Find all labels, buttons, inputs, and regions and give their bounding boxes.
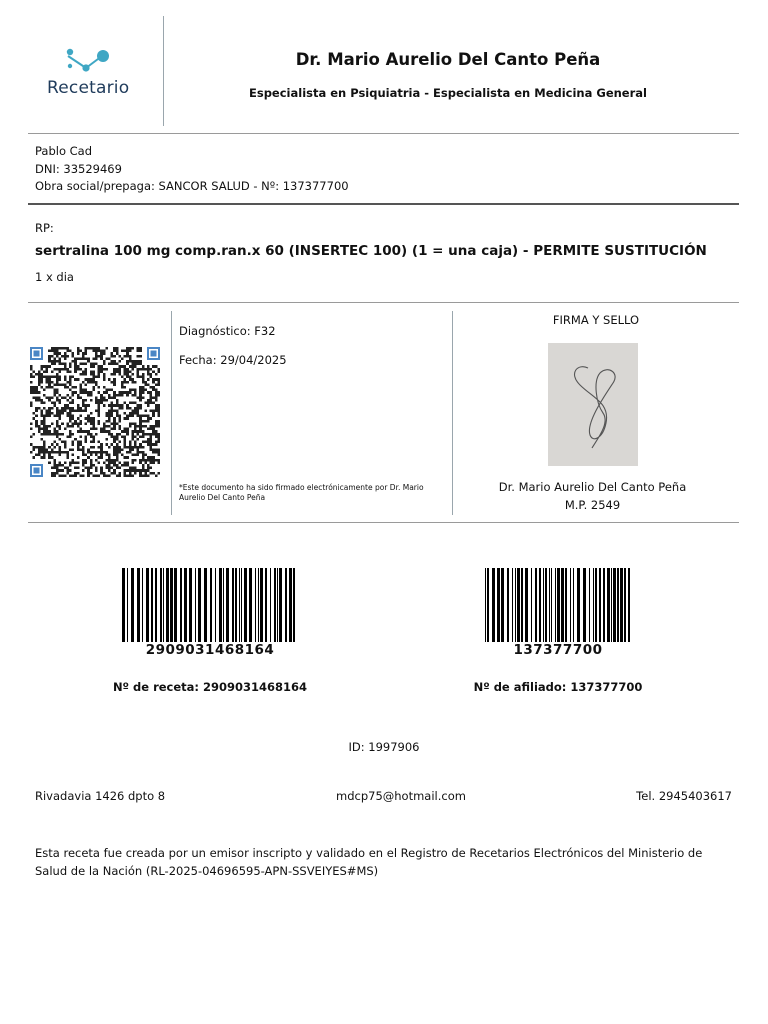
barcode-bar bbox=[521, 568, 523, 642]
barcode-bar bbox=[593, 568, 594, 642]
patient-dni: DNI: 33529469 bbox=[35, 162, 122, 176]
barcode-bar bbox=[599, 568, 601, 642]
logo-text: Recetario bbox=[47, 78, 130, 98]
barcode-bar bbox=[166, 568, 169, 642]
barcode-bar bbox=[617, 568, 619, 642]
barcode-bar bbox=[226, 568, 229, 642]
barcode-bar bbox=[551, 568, 552, 642]
dosage: 1 x dia bbox=[35, 270, 74, 284]
barcode-bar bbox=[277, 568, 278, 642]
doctor-name: Dr. Mario Aurelio Del Canto Peña bbox=[295, 50, 601, 69]
barcode-bar bbox=[122, 568, 125, 642]
barcode-bar bbox=[501, 568, 504, 642]
barcode-bar bbox=[155, 568, 157, 642]
document-id: ID: 1997906 bbox=[348, 740, 420, 754]
barcode-bar bbox=[210, 568, 212, 642]
barcode-bar bbox=[265, 568, 267, 642]
divider bbox=[28, 203, 739, 205]
barcode-bar bbox=[535, 568, 537, 642]
barcode-bar bbox=[620, 568, 623, 642]
barcode-bar bbox=[497, 568, 500, 642]
affiliate-barcode-number: 137377700 bbox=[513, 642, 603, 658]
barcode-bar bbox=[184, 568, 187, 642]
barcode-bar bbox=[239, 568, 240, 642]
barcode-bar bbox=[607, 568, 610, 642]
signature-title: FIRMA Y SELLO bbox=[552, 313, 640, 327]
header-divider bbox=[163, 16, 164, 126]
patient-name: Pablo Cad bbox=[35, 144, 93, 158]
qr-finder bbox=[30, 347, 43, 360]
barcode-bar bbox=[127, 568, 128, 642]
affiliate-barcode bbox=[485, 568, 631, 642]
qr-finder bbox=[147, 347, 160, 360]
barcode-bar bbox=[543, 568, 544, 642]
section-divider bbox=[171, 311, 172, 515]
barcode-bar bbox=[539, 568, 541, 642]
barcode-bar bbox=[561, 568, 564, 642]
barcode-bar bbox=[628, 568, 630, 642]
barcode-bar bbox=[565, 568, 567, 642]
barcode-bar bbox=[485, 568, 486, 642]
barcode-bar bbox=[274, 568, 276, 642]
contact-email[interactable]: mdcp75@hotmail.com bbox=[336, 789, 466, 803]
barcode-bar bbox=[515, 568, 516, 642]
barcode-bar bbox=[577, 568, 580, 642]
barcode-bar bbox=[219, 568, 222, 642]
affiliate-number-caption: Nº de afiliado: 137377700 bbox=[473, 680, 643, 694]
barcode-bar bbox=[142, 568, 143, 642]
barcode-bar bbox=[255, 568, 256, 642]
barcode-bar bbox=[285, 568, 287, 642]
barcode-bar bbox=[492, 568, 495, 642]
barcode-bar bbox=[531, 568, 532, 642]
barcode-bar bbox=[235, 568, 237, 642]
barcode-bar bbox=[293, 568, 295, 642]
barcode-bar bbox=[583, 568, 586, 642]
barcode-bar bbox=[545, 568, 547, 642]
barcode-bar bbox=[151, 568, 153, 642]
barcode-bar bbox=[289, 568, 292, 642]
barcode-bar bbox=[570, 568, 571, 642]
contact-address: Rivadavia 1426 dpto 8 bbox=[35, 789, 166, 803]
barcode-bar bbox=[131, 568, 134, 642]
barcode-bar bbox=[260, 568, 263, 642]
prescription-number-caption: Nº de receta: 2909031468164 bbox=[112, 680, 308, 694]
barcode-bar bbox=[198, 568, 201, 642]
barcode-bar bbox=[555, 568, 556, 642]
prescription-barcode-number: 2909031468164 bbox=[145, 642, 275, 658]
diagnosis: Diagnóstico: F32 bbox=[179, 324, 276, 338]
barcode-bar bbox=[613, 568, 616, 642]
barcode-bar bbox=[507, 568, 509, 642]
barcode-bar bbox=[137, 568, 140, 642]
footer-legal-text: Esta receta fue creada por un emisor inscripto y validado en el Registro de Recetarios Electrónicos del Ministerio de Salud de la Nación (RL-2025-04696595-APN-SSVEIYES#MS) bbox=[35, 846, 703, 878]
qr-code bbox=[30, 345, 160, 479]
barcode-bar bbox=[525, 568, 528, 642]
prescription-date: Fecha: 29/04/2025 bbox=[179, 353, 287, 367]
barcode-bar bbox=[549, 568, 550, 642]
rp-label: RP: bbox=[35, 221, 54, 235]
barcode-bar bbox=[195, 568, 196, 642]
barcode-bar bbox=[589, 568, 590, 642]
medication: sertralina 100 mg comp.ran.x 60 (INSERTEC 100) (1 = una caja) - PERMITE SUSTITUCIÓN bbox=[35, 243, 707, 259]
signature-image bbox=[548, 343, 638, 466]
barcode-bar bbox=[204, 568, 207, 642]
divider bbox=[28, 133, 739, 134]
barcode-bar bbox=[258, 568, 259, 642]
barcode-bar bbox=[223, 568, 224, 642]
barcode-bar bbox=[180, 568, 182, 642]
barcode-bar bbox=[170, 568, 173, 642]
signature-doctor-name: Dr. Mario Aurelio Del Canto Peña bbox=[498, 480, 687, 494]
barcode-bar bbox=[624, 568, 626, 642]
barcode-bar bbox=[487, 568, 489, 642]
barcode-bar bbox=[146, 568, 149, 642]
qr-modules bbox=[30, 347, 160, 477]
barcode-bar bbox=[279, 568, 282, 642]
doctor-specialties: Especialista en Psiquiatria - Especialista en Medicina General bbox=[249, 86, 647, 100]
barcode-bar bbox=[232, 568, 234, 642]
barcode-bar bbox=[174, 568, 177, 642]
barcode-bar bbox=[249, 568, 252, 642]
barcode-bar bbox=[557, 568, 560, 642]
barcode-bar bbox=[160, 568, 162, 642]
e-signature-note: *Este documento ha sido firmado electrónicamente por Dr. Mario Aurelio Del Canto Peña bbox=[179, 483, 424, 502]
patient-insurance: Obra social/prepaga: SANCOR SALUD - Nº: 137377700 bbox=[35, 179, 349, 193]
barcode-bar bbox=[163, 568, 164, 642]
barcode-bar bbox=[215, 568, 216, 642]
barcode-bar bbox=[244, 568, 247, 642]
divider bbox=[28, 302, 739, 303]
contact-phone: Tel. 2945403617 bbox=[636, 789, 732, 803]
barcode-bar bbox=[573, 568, 574, 642]
barcode-bar bbox=[270, 568, 271, 642]
prescription-barcode bbox=[122, 568, 298, 642]
qr-finder bbox=[30, 464, 43, 477]
barcode-bar bbox=[603, 568, 605, 642]
barcode-bar bbox=[189, 568, 192, 642]
divider bbox=[28, 522, 739, 523]
barcode-bar bbox=[517, 568, 520, 642]
doctor-license: M.P. 2549 bbox=[564, 498, 621, 512]
barcode-bar bbox=[512, 568, 513, 642]
barcode-bar bbox=[611, 568, 612, 642]
barcode-bar bbox=[241, 568, 242, 642]
barcode-bar bbox=[595, 568, 597, 642]
